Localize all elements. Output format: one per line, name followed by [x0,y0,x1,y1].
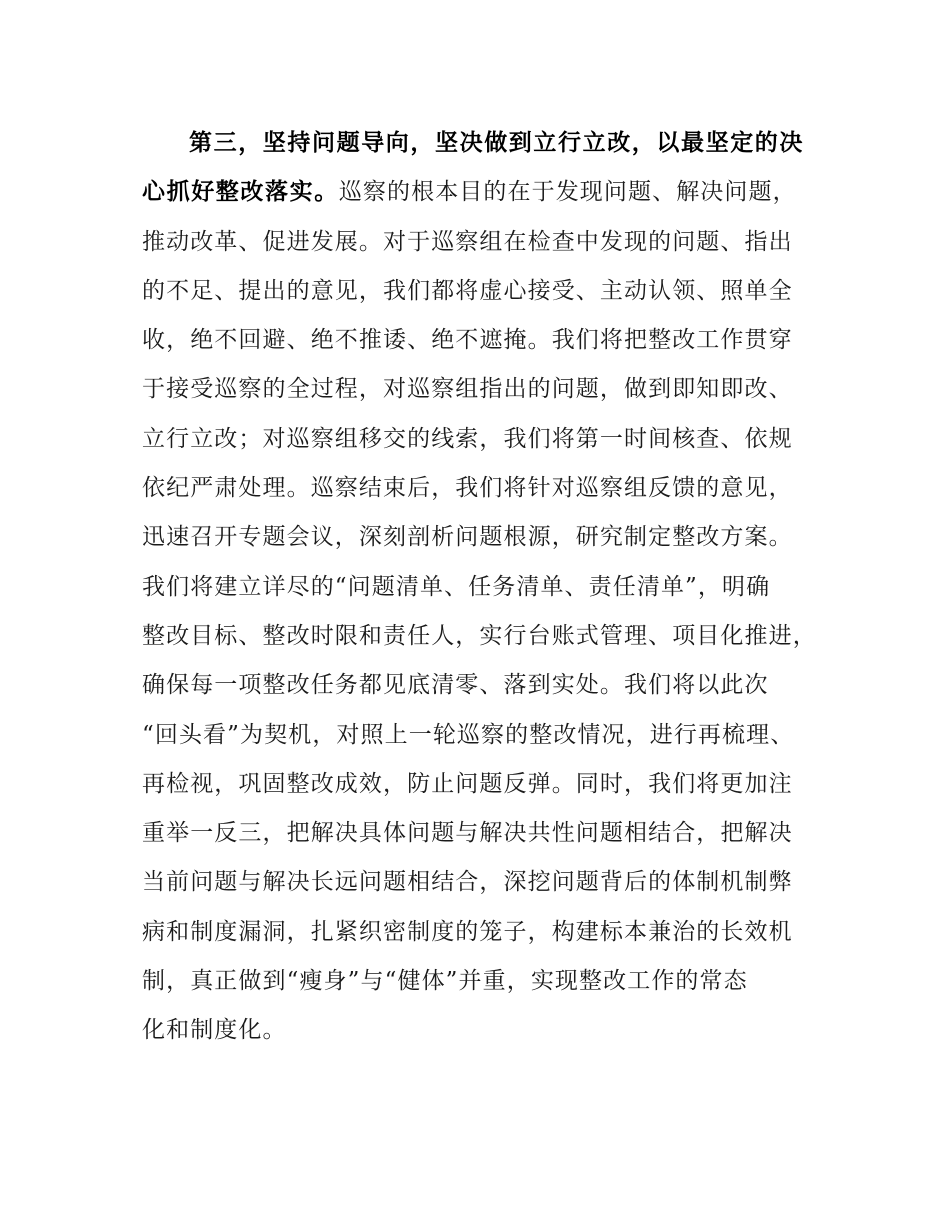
line-text: 立行立改；对巡察组移交的线索，我们将第一时间核查、依规 [142,425,793,452]
line-text: 的不足、提出的意见，我们都将虚心接受、主动认领、照单全 [142,277,793,304]
line-text: “回头看”为契机，对照上一轮巡察的整改情况，进行再梳理、 [142,721,795,748]
text-line [142,464,842,513]
line-text: 整改目标、整改时限和责任人，实行台账式管理、项目化推进， [142,622,817,649]
text-line [142,168,842,217]
text-line [142,267,842,316]
text-line [142,908,842,957]
line-text: 当前问题与解决长远问题相结合，深挖问题背后的体制机制弊 [142,869,793,896]
body-paragraph [142,119,842,1056]
text-line [142,711,842,760]
text-line [142,316,842,365]
line-text: 再检视，巩固整改成效，防止问题反弹。同时，我们将更加注 [142,770,793,797]
text-line [142,365,842,414]
line-text: 确保每一项整改任务都见底清零、落到实处。我们将以此次 [142,672,769,699]
bold-heading: 心抓好整改落实。 [142,179,339,206]
text-line [142,957,842,1006]
text-line [142,858,842,907]
text-line [142,612,842,661]
text-line [142,218,842,267]
text-line [142,119,842,168]
text-line [142,563,842,612]
text-line [142,809,842,858]
line-text: 重举一反三，把解决具体问题与解决共性问题相结合，把解决 [142,820,793,847]
line-text: 于接受巡察的全过程，对巡察组指出的问题，做到即知即改、 [142,376,793,403]
line-text: 我们将建立详尽的“问题清单、任务清单、责任清单”，明确 [142,573,771,600]
text-line [142,760,842,809]
text-line [142,415,842,464]
text-line [142,513,842,562]
bold-heading: 第三，坚持问题导向，坚决做到立行立改，以最坚定的决 [189,130,804,156]
line-text: 收，绝不回避、绝不推诿、绝不遮掩。我们将把整改工作贯穿 [142,327,793,354]
text-line [142,1006,842,1055]
text-line [142,661,842,710]
line-text: 依纪严肃处理。巡察结束后，我们将针对巡察组反馈的意见， [142,475,793,502]
line-text: 病和制度漏洞，扎紧织密制度的笼子，构建标本兼治的长效机 [142,918,793,945]
line-text: 化和制度化。 [142,1017,287,1044]
line-text: 迅速召开专题会议，深刻剖析问题根源，研究制定整改方案。 [142,524,793,551]
line-text: 制，真正做到“瘦身”与“健体”并重，实现整改工作的常态 [142,968,748,995]
line-text: 推动改革、促进发展。对于巡察组在检查中发现的问题、指出 [142,228,793,255]
line-text: 巡察的根本目的在于发现问题、解决问题， [338,179,797,206]
